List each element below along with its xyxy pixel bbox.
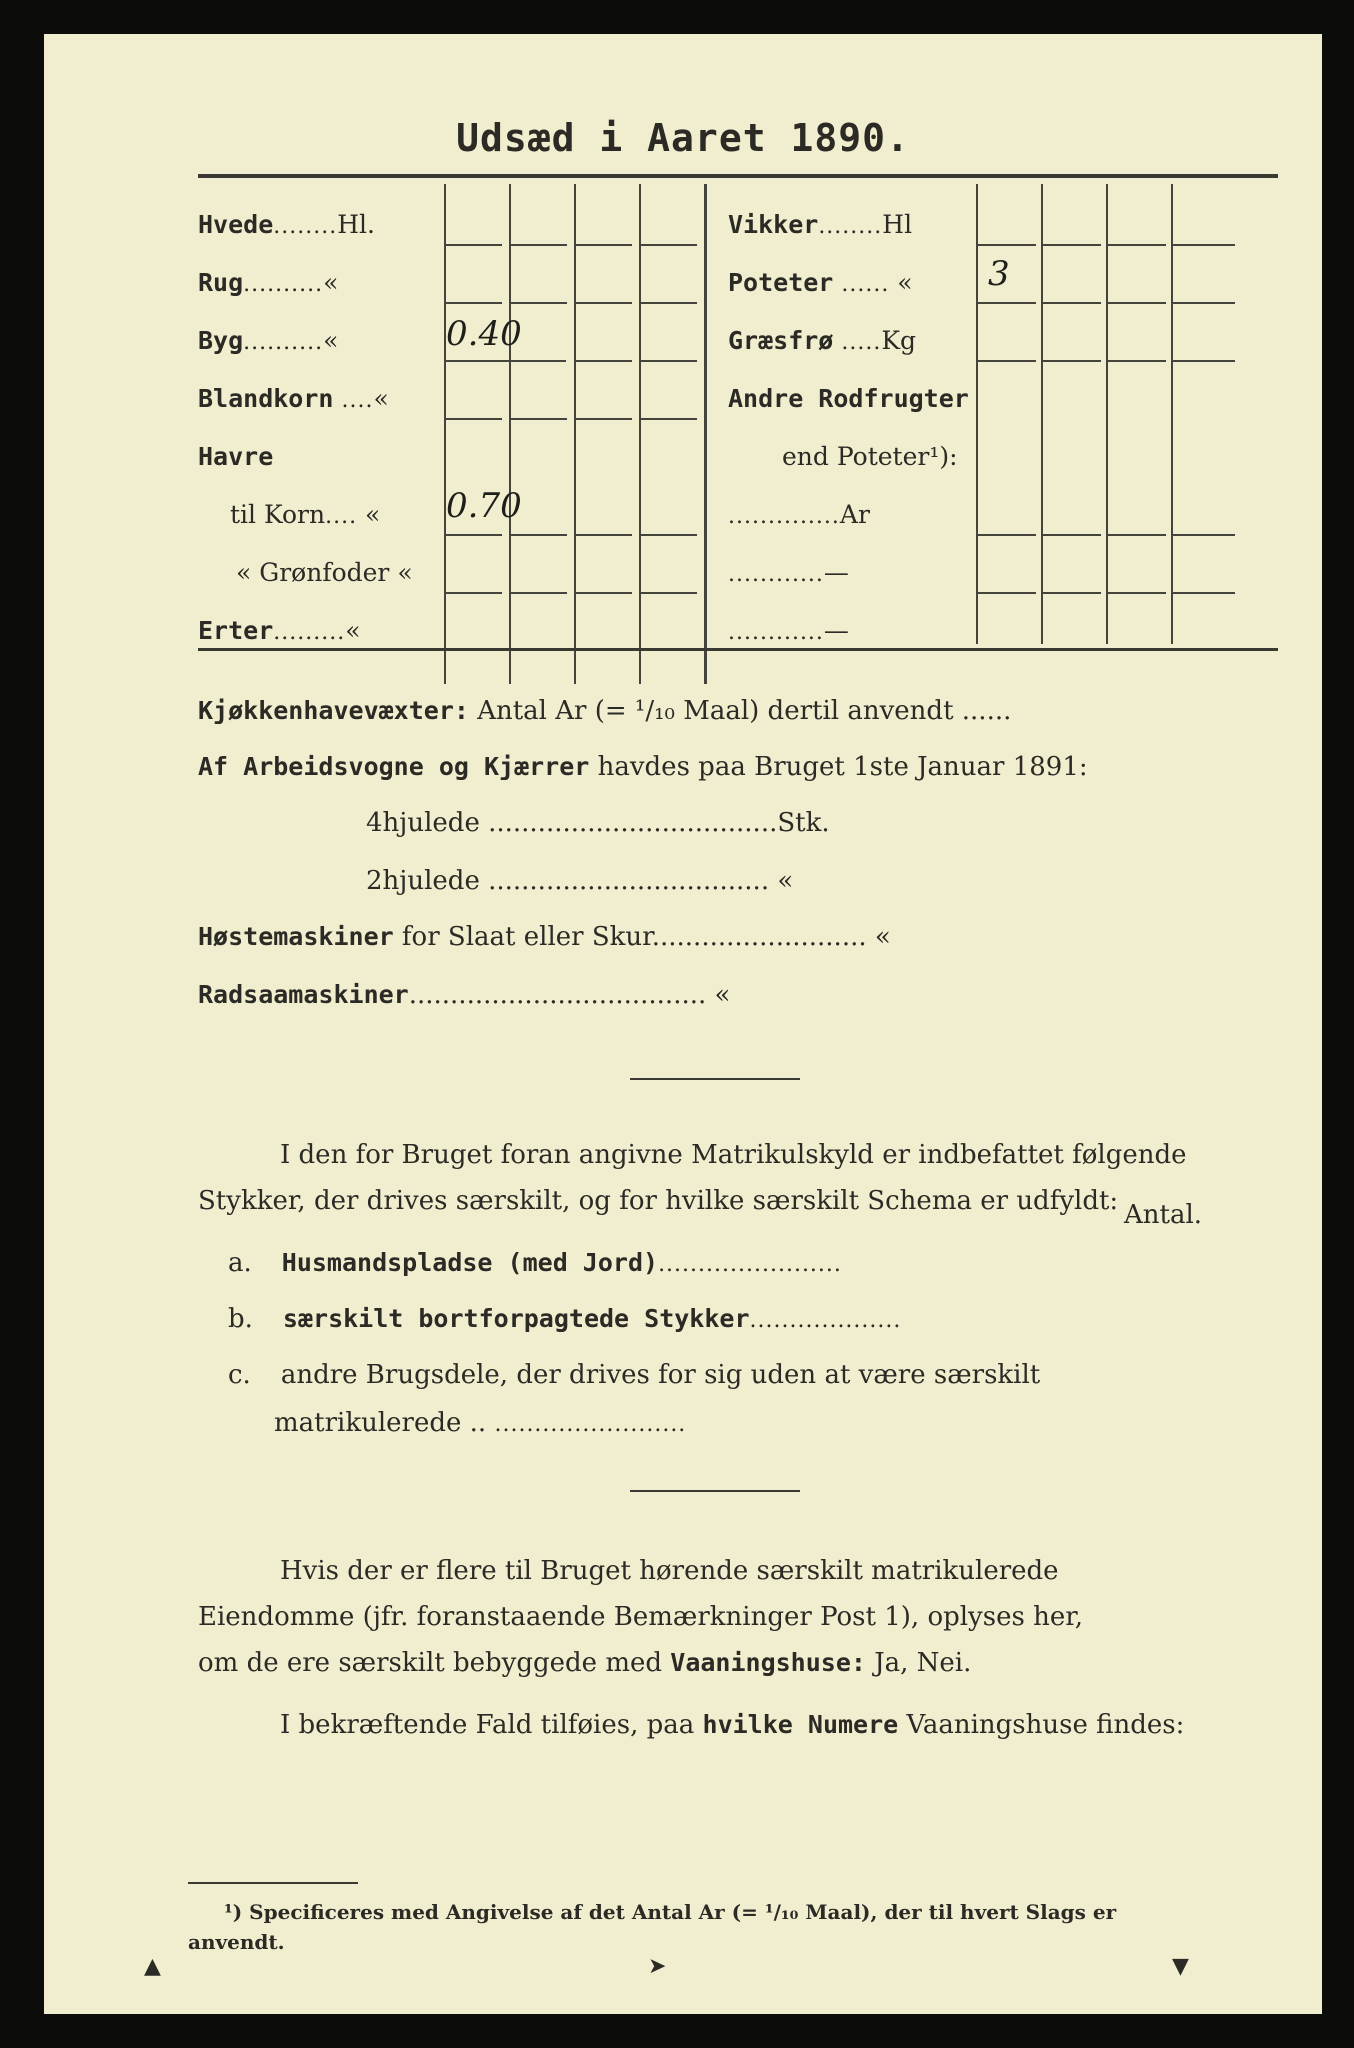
- left-cell-line: [641, 592, 697, 594]
- row-byg: Byg..........«: [198, 326, 339, 355]
- registration-mark: ▲: [144, 1954, 161, 1979]
- left-cell-line: [511, 534, 567, 536]
- left-cell-line: [511, 418, 567, 420]
- eiendomme-line-1: Hvis der er flere til Bruget hørende særskilt matrikulerede: [280, 1556, 1059, 1586]
- left-cell-line: [511, 244, 567, 246]
- row-blank-1: ............—: [728, 558, 849, 587]
- right-cell-line: [978, 592, 1036, 594]
- right-cell-line: [1108, 534, 1166, 536]
- matrikul-item-c: c. andre Brugsdele, der drives for sig uden at være særskilt: [228, 1360, 1041, 1390]
- left-cell-line: [641, 244, 697, 246]
- footnote-rule: [188, 1882, 358, 1884]
- row-erter: Erter.........«: [198, 616, 361, 645]
- right-cell-line: [978, 360, 1036, 362]
- left-cell-line: [576, 534, 632, 536]
- row-gronfoder: « Grønfoder «: [236, 558, 413, 587]
- row-hvede: Hvede........Hl.: [198, 210, 375, 239]
- row-blandkorn: Blandkorn ....«: [198, 384, 389, 413]
- left-cell-line: [576, 244, 632, 246]
- right-cell-line: [1173, 302, 1235, 304]
- row-til-korn: til Korn.... «: [230, 500, 381, 529]
- eiendomme-line-3: om de ere særskilt bebyggede med Vaaningshuse: Ja, Nei.: [198, 1648, 972, 1678]
- left-cell-line: [576, 302, 632, 304]
- left-cell-line: [446, 534, 502, 536]
- wagons-2hjulede: 2hjulede .................................. «: [366, 866, 794, 896]
- left-cell-line: [576, 592, 632, 594]
- kjokkenhave-line: Kjøkkenhavevæxter: Antal Ar (= ¹/₁₀ Maal) dertil anvendt ......: [198, 696, 1012, 726]
- right-grid-line: [976, 184, 978, 644]
- left-cell-line: [511, 592, 567, 594]
- matrikul-item-a: a. Husmandspladse (med Jord).......................: [228, 1248, 842, 1278]
- hostemaskiner-line: Høstemaskiner for Slaat eller Skur.......................... «: [198, 922, 891, 952]
- wagons-4hjulede: 4hjulede ...................................Stk.: [366, 808, 830, 838]
- left-cell-line: [576, 360, 632, 362]
- til-korn-value: 0.70: [446, 486, 522, 526]
- right-cell-line: [1043, 592, 1101, 594]
- row-havre: Havre: [198, 442, 274, 471]
- registration-mark: ➤: [648, 1954, 667, 1979]
- right-cell-line: [1043, 302, 1101, 304]
- left-cell-line: [641, 302, 697, 304]
- row-ar: ..............Ar: [728, 500, 870, 529]
- left-cell-line: [446, 592, 502, 594]
- footnote-line-1: ¹) Specificeres med Angivelse af det Antal Ar (= ¹/₁₀ Maal), der til hvert Slags er: [224, 1900, 1117, 1924]
- row-poteter: Poteter ...... «: [728, 268, 913, 297]
- left-cell-line: [446, 302, 502, 304]
- right-cell-line: [978, 534, 1036, 536]
- left-grid-line: [509, 184, 511, 684]
- row-rug: Rug..........«: [198, 268, 339, 297]
- matrikul-para-line-1: I den for Bruget foran angivne Matrikulskyld er indbefattet følgende: [280, 1140, 1187, 1170]
- right-cell-line: [1043, 244, 1101, 246]
- footnote-line-2: anvendt.: [188, 1930, 285, 1954]
- matrikul-para-line-2: Stykker, der drives særskilt, og for hvilke særskilt Schema er udfyldt:: [198, 1186, 1119, 1216]
- right-grid-line: [1106, 184, 1108, 644]
- left-cell-line: [446, 360, 566, 362]
- right-cell-line: [1173, 360, 1235, 362]
- row-blank-2: ............—: [728, 616, 849, 645]
- radsaamaskiner-line: Radsaamaskiner.................................... «: [198, 980, 731, 1010]
- left-cell-line: [576, 418, 632, 420]
- right-cell-line: [978, 244, 1036, 246]
- row-andre-rodfrugter: Andre Rodfrugter: [728, 384, 969, 413]
- right-cell-line: [1173, 244, 1235, 246]
- section-divider: [630, 1490, 800, 1492]
- left-cell-line: [641, 360, 697, 362]
- table-top-rule: [198, 174, 1278, 178]
- right-grid-line: [1041, 184, 1043, 644]
- left-grid-line: [639, 184, 641, 684]
- right-cell-line: [1108, 244, 1166, 246]
- right-cell-line: [1108, 592, 1166, 594]
- right-cell-line: [1108, 302, 1166, 304]
- document-page: [44, 34, 1322, 2014]
- right-grid-line: [1171, 184, 1173, 644]
- antal-label: Antal.: [1124, 1200, 1203, 1230]
- matrikul-item-b: b. særskilt bortforpagtede Stykker...................: [228, 1304, 902, 1334]
- right-cell-line: [978, 302, 1036, 304]
- left-cell-line: [641, 418, 697, 420]
- left-cell-line: [446, 244, 502, 246]
- right-cell-line: [1043, 534, 1101, 536]
- right-cell-line: [1043, 360, 1101, 362]
- right-cell-line: [1173, 592, 1235, 594]
- byg-value: 0.40: [446, 314, 522, 354]
- left-cell-line: [511, 302, 567, 304]
- page-title: Udsæd i Aaret 1890.: [456, 116, 910, 160]
- section-divider: [630, 1078, 800, 1080]
- right-cell-line: [1108, 360, 1166, 362]
- registration-mark: ▼: [1172, 1954, 1189, 1979]
- row-end-poteter: end Poteter¹):: [782, 442, 958, 471]
- bekraeftende-line: I bekræftende Fald tilføies, paa hvilke Numere Vaaningshuse findes:: [280, 1710, 1185, 1740]
- left-grid-line: [574, 184, 576, 684]
- right-cell-line: [1173, 534, 1235, 536]
- row-vikker: Vikker........Hl: [728, 210, 913, 239]
- left-grid-line: [444, 184, 446, 684]
- table-bottom-rule: [198, 648, 1278, 651]
- row-graesfro: Græsfrø .....Kg: [728, 326, 917, 355]
- left-cell-line: [641, 534, 697, 536]
- left-cell-line: [446, 418, 502, 420]
- matrikul-item-c-cont: matrikulerede .. ........................: [274, 1408, 687, 1438]
- poteter-value: 3: [988, 254, 1010, 294]
- arbeidsvogne-line: Af Arbeidsvogne og Kjærrer havdes paa Bruget 1ste Januar 1891:: [198, 752, 1088, 782]
- column-divider: [704, 184, 707, 684]
- eiendomme-line-2: Eiendomme (jfr. foranstaaende Bemærkninger Post 1), oplyses her,: [198, 1602, 1084, 1632]
